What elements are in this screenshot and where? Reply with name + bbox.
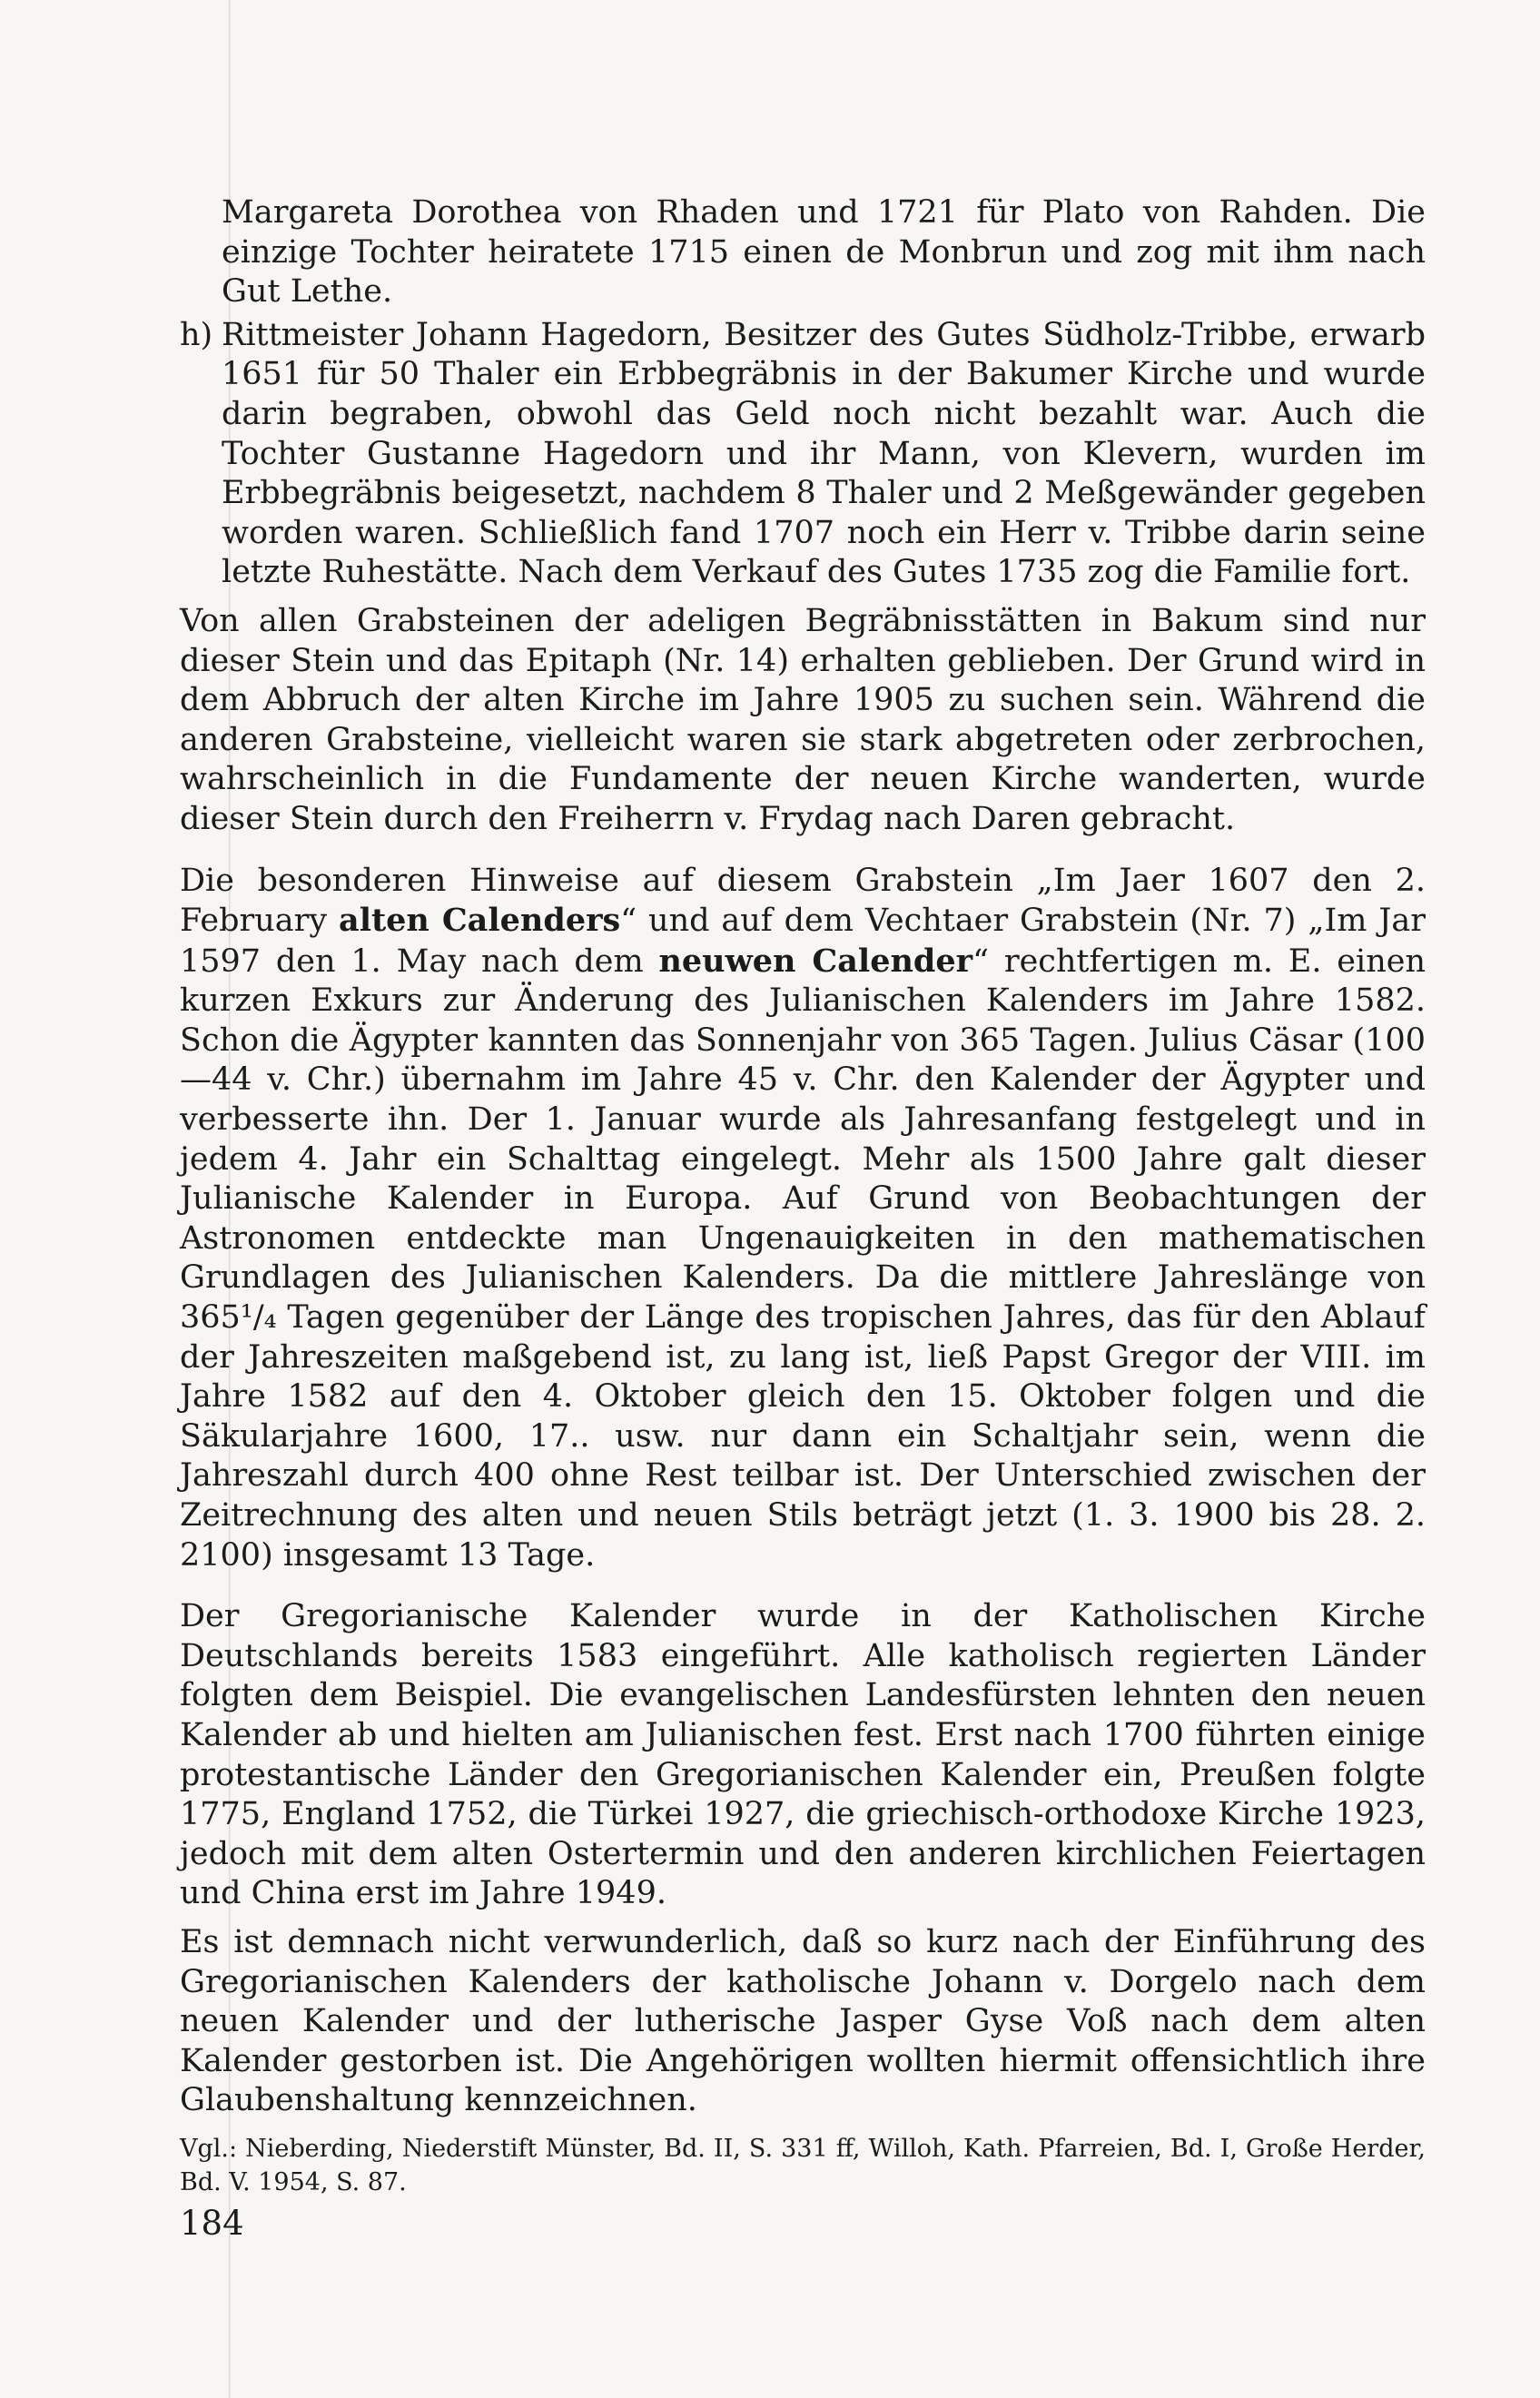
emphasis-alten-calenders: alten Calenders <box>339 902 621 940</box>
paragraph-text: Die besonderen Hinweise auf diesem Grabstein „Im Jaer 1607 den 2. February <box>180 862 1426 940</box>
list-item-text: Rittmeister Johann Hagedorn, Besitzer des Gutes Südholz-Tribbe, erwarb 1651 für 50 Thaler ein Erbbegräbnis in der Bakumer Kirche und wurde darin begraben, obwohl das Geld noch nicht bezahlt war. Auch die Tochter Gustanne Hagedorn und ihr Mann, von Klevern, wurden im Erbbegräbnis beigesetzt, nachdem 8 Thaler und 2 Meßgewänder gegeben worden waren. Schließlich fand 1707 noch ein Herr v. Tribbe darin seine letzte Ruhestätte. Nach dem Verkauf des Gutes 1735 zog die Familie fort. <box>222 316 1426 591</box>
page-number: 184 <box>180 2204 244 2243</box>
page-text-block <box>180 193 1426 2199</box>
continuation-paragraph: Margareta Dorothea von Rhaden und 1721 für Plato von Rahden. Die einzige Tochter heiratete 1715 einen de Monbrun und zog mit ihm nach Gut Lethe. <box>222 194 1426 311</box>
paragraph-grabsteine: Von allen Grabsteinen der adeligen Begräbnisstätten in Bakum sind nur dieser Stein und das Epitaph (Nr. 14) erhalten geblieben. Der Grund wird in dem Abbruch der alten Kirche im Jahre 1905 zu suchen sein. Während die anderen Grabsteine, vielleicht waren sie stark abgetreten oder zerbrochen, wahrscheinlich in die Fundamente der neuen Kirche wanderten, wurde dieser Stein durch den Freiherrn v. Frydag nach Daren gebracht. <box>180 602 1426 837</box>
list-item-h <box>180 316 1426 593</box>
paragraph-schluss: Es ist demnach nicht verwunderlich, daß so kurz nach der Einführung des Gregorianischen Kalenders der katholische Johann v. Dorgelo nach dem neuen Kalender und der lutherische Jasper Gyse Voß nach dem alten Kalender gestorben ist. Die Angehörigen wollten hiermit offensichtlich ihre Glaubenshaltung kennzeichnen. <box>180 1923 1426 2119</box>
emphasis-neuwen-calender: neuwen Calender <box>658 942 973 980</box>
paragraph-text: “ rechtfertigen m. E. einen kurzen Exkurs zur Änderung des Julianischen Kalenders im Jahre 1582. Schon die Ägypter kannten das Sonnenjahr von 365 Tagen. Julius Cäsar (100—44 v. Chr.) übernahm im Jahre 45 v. Chr. den Kalender der Ägypter und verbesserte ihn. Der 1. Januar wurde als Jahresanfang festgelegt und in jedem 4. Jahr ein Schalttag eingelegt. Mehr als 1500 Jahre galt dieser Julianische Kalender in Europa. Auf Grund von Beobachtungen der Astronomen entdeckte man Ungenauigkeiten in den mathematischen Grundlagen des Julianischen Kalenders. Da die mittlere Jahreslänge von 365¹/₄ Tagen gegenüber der Länge des tropischen Jahres, das für den Ablauf der Jahreszeiten maßgebend ist, zu lang ist, ließ Papst Gregor der VIII. im Jahre 1582 auf den 4. Oktober gleich den 15. Oktober folgen und die Säkularjahre 1600, 17.. usw. nur dann ein Schaltjahr sein, wenn die Jahreszahl durch 400 ohne Rest teilbar ist. Der Unterschied zwischen der Zeitrechnung des alten und neuen Stils beträgt jetzt (1. 3. 1900 bis 28. 2. 2100) insgesamt 13 Tage. <box>180 942 1426 1574</box>
list-item-marker: h) <box>180 316 213 353</box>
paragraph-gregorianischer-kalender: Der Gregorianische Kalender wurde in der Katholischen Kirche Deutschlands bereits 1583 eingeführt. Alle katholisch regierten Länder folgten dem Beispiel. Die evangelischen Landesfürsten lehnten den neuen Kalender ab und hielten am Julianischen fest. Erst nach 1700 führten einige protestantische Länder den Gregorianischen Kalender ein, Preußen folgte 1775, England 1752, die Türkei 1927, die griechisch-orthodoxe Kirche 1923, jedoch mit dem alten Ostertermin und den anderen kirchlichen Feiertagen und China erst im Jahre 1949. <box>180 1598 1426 1912</box>
paragraph-kalender-exkurs <box>180 862 1426 1576</box>
footnote-reference: Vgl.: Nieberding, Niederstift Münster, Bd. II, S. 331 ff, Willoh, Kath. Pfarreien, Bd. I, Große Herder, Bd. V. 1954, S. 87. <box>180 2134 1426 2196</box>
paragraph-text: “ und auf dem Vechtaer Grabstein (Nr. 7) „Im Jar 1597 den 1. May nach dem <box>180 903 1426 980</box>
